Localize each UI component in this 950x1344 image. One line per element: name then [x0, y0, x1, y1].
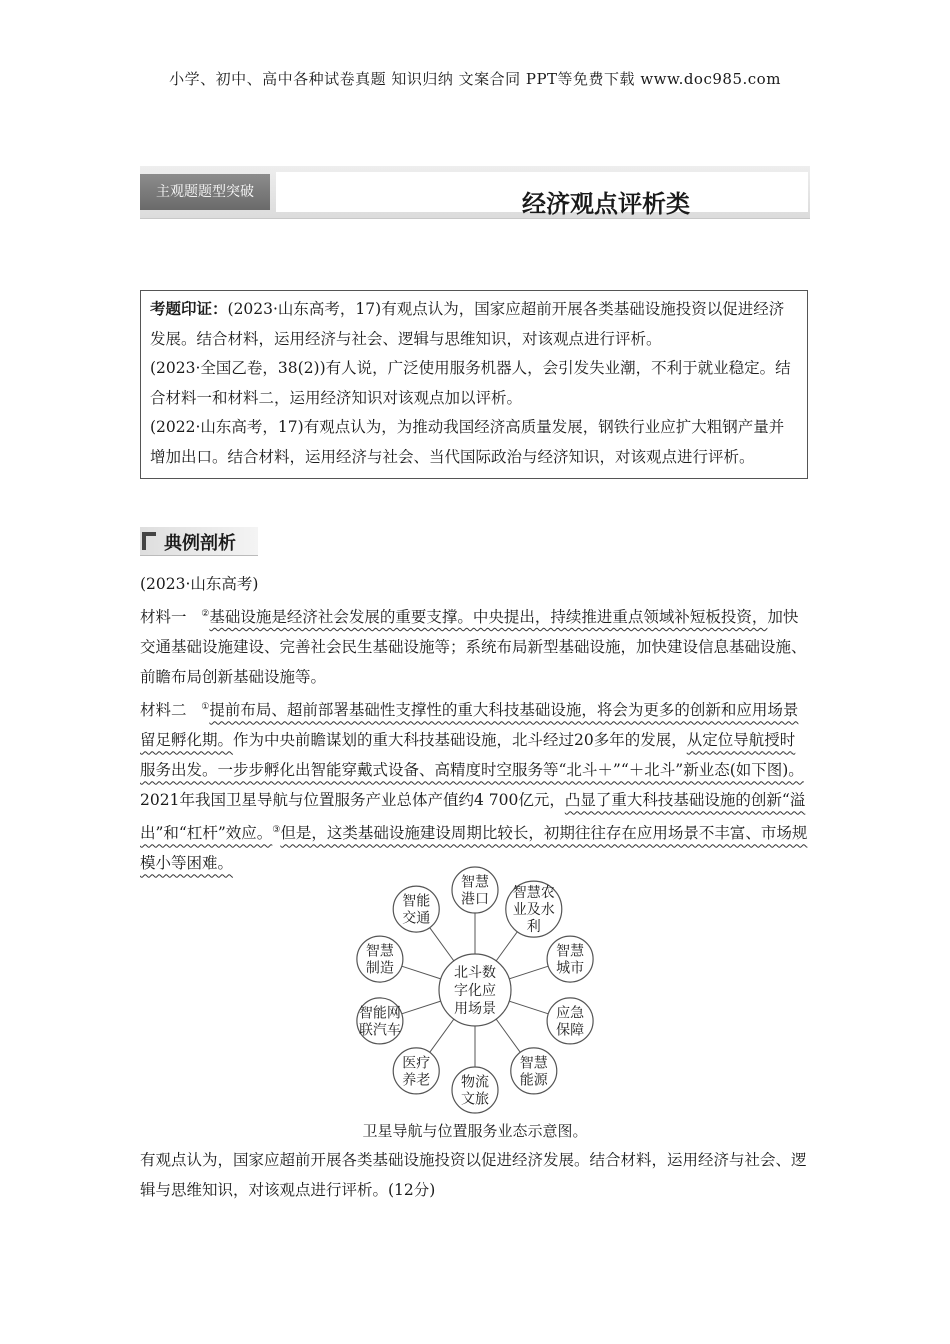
connector-line	[402, 1000, 445, 1014]
exam-item-3: (2022·山东高考，17)有观点认为，为推动我国经济高质量发展，钢铁行业应扩大粗钢产量并增加出口。结合材料，运用经济与社会、当代国际政治与经济知识，对该观点进行评析。	[150, 418, 785, 466]
material-one-label: 材料一	[140, 608, 187, 627]
question-paragraph: 有观点认为，国家应超前开展各类基础设施投资以促进经济发展。结合材料，运用经济与社会、逻辑与思维知识，对该观点进行评析。(12分)	[140, 1151, 807, 1199]
highlighted-text: 基础设施是经济社会发展的重要支撑。中央提出，持续推进重点领域补短板投资，	[209, 608, 768, 627]
node-label: 智慧	[461, 874, 489, 891]
node-label: 联汽车	[358, 1022, 401, 1039]
connector-line	[430, 928, 456, 964]
node-label: 智能网	[358, 1005, 401, 1022]
node-label: 文旅	[461, 1091, 489, 1108]
beidou-application-diagram	[320, 866, 630, 1114]
node-label: 应急	[556, 1005, 585, 1022]
material-two	[140, 692, 810, 878]
node-label: 保障	[556, 1022, 585, 1039]
node-label: 交通	[402, 910, 431, 927]
material-one	[140, 599, 810, 692]
connector-line	[505, 1000, 548, 1014]
center-label: 北斗数	[454, 965, 496, 981]
node-label: 能源	[519, 1072, 548, 1089]
highlighted-text: 但是，这类基础设施建设周期比较长，初期往往存在应用场景不丰富、市场规模小等困难。	[140, 824, 808, 873]
question-text	[140, 1145, 810, 1205]
center-label: 字化应	[454, 983, 496, 999]
banner-title-box	[276, 172, 808, 218]
site-header: 小学、初中、高中各种试卷真题 知识归纳 文案合同 PPT等免费下载 www.doc985.com	[169, 70, 781, 88]
plain-text: 作为中央前瞻谋划的重大科技基础设施，北斗经过20多年的发展，	[233, 731, 687, 750]
connector-line	[430, 1016, 456, 1052]
page-title: 经济观点评析类	[522, 190, 690, 218]
banner-tag: 主观题题型突破	[140, 174, 270, 210]
node-label: 智慧	[365, 943, 394, 960]
section-heading	[140, 527, 258, 556]
highlighted-text: 提前布局、超前部署基础性支撑性的重大科技基础设施，将会为更多的创新和应用场景留足孵化期。	[140, 701, 799, 750]
node-label: 物流	[461, 1074, 489, 1091]
circled-mark: ①	[201, 702, 210, 713]
highlighted-text: 凸显了重大科技基础设施的创新“溢出”和“杠杆”效应。	[140, 791, 806, 843]
exam-evidence-box	[140, 290, 808, 479]
node-label: 智慧	[519, 1055, 548, 1072]
connector-line	[494, 932, 518, 964]
center-label: 用场景	[454, 1001, 496, 1017]
node-label: 智慧农	[512, 885, 555, 902]
connector-line	[505, 966, 548, 980]
plain-text: 加快交通基础设施建设、完善社会民生基础设施等；系统布局新型基础设施，加快建设信息基础设施、前瞻布局创新基础设施等。	[140, 608, 807, 687]
circled-mark: ②	[201, 609, 210, 619]
exam-label: 考题印证：	[150, 300, 228, 318]
connector-line	[402, 966, 445, 980]
exam-item-1-text: (2023·山东高考，17)有观点认为，国家应超前开展各类基础设施投资以促进经济发展。结合材料，运用经济与社会、逻辑与思维知识，对该观点进行评析。	[150, 300, 785, 348]
exam-item-1	[150, 295, 798, 354]
topic-banner	[140, 166, 810, 219]
node-label: 利	[526, 919, 541, 936]
material-two-label: 材料二	[140, 701, 187, 720]
node-label: 智能	[402, 893, 431, 910]
diagram-caption: 卫星导航与位置服务业态示意图。	[362, 1122, 588, 1140]
section-title: 典例剖析	[164, 533, 236, 554]
node-label: 城市	[556, 960, 585, 977]
connector-line	[494, 1016, 520, 1052]
node-label: 养老	[402, 1072, 431, 1089]
plain-text: 2021年我国卫星导航与位置服务产业总体产值约4 700亿元，	[140, 791, 565, 810]
example-materials	[140, 569, 810, 878]
node-label: 业及水	[512, 902, 555, 919]
node-label: 智慧	[556, 943, 585, 960]
circled-mark: ③	[272, 825, 281, 836]
highlighted-text: 从定位导航授时服务出发。一步步孵化出智能穿戴式设备、高精度时空服务等“北斗＋”“＋北斗”新业态(如下图)。	[140, 731, 804, 780]
node-label: 港口	[461, 891, 489, 908]
section-corner-icon	[142, 532, 156, 550]
node-label: 制造	[365, 960, 394, 977]
node-label: 医疗	[402, 1055, 431, 1072]
example-source: (2023·山东高考)	[140, 575, 259, 593]
exam-item-2: (2023·全国乙卷，38(2))有人说，广泛使用服务机器人，会引发失业潮，不利于就业稳定。结合材料一和材料二，运用经济知识对该观点加以评析。	[150, 359, 791, 407]
